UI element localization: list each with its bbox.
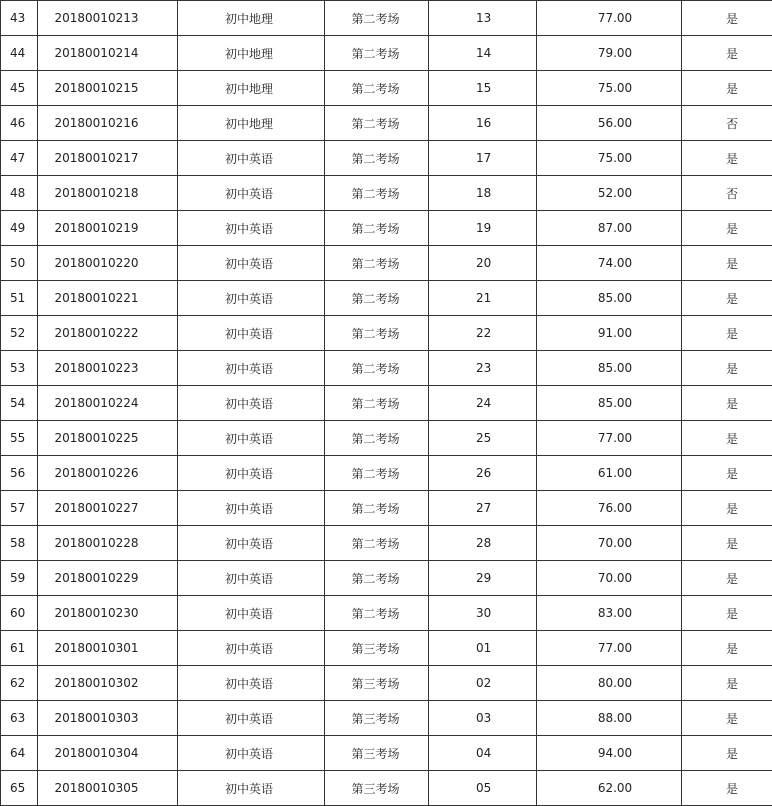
row-number-cell: 46 xyxy=(1,106,38,141)
exam-id-cell: 20180010216 xyxy=(38,106,178,141)
exam-room-cell: 第三考场 xyxy=(325,666,429,701)
exam-room-cell: 第三考场 xyxy=(325,701,429,736)
seat-number-cell: 21 xyxy=(429,281,537,316)
table-row xyxy=(1,281,772,316)
subject-cell: 初中英语 xyxy=(178,491,325,526)
seat-number-cell: 15 xyxy=(429,71,537,106)
subject-cell: 初中英语 xyxy=(178,561,325,596)
qualified-cell: 是 xyxy=(682,771,772,806)
row-number-cell: 63 xyxy=(1,701,38,736)
exam-id-cell: 20180010214 xyxy=(38,36,178,71)
score-cell: 91.00 xyxy=(537,316,682,351)
seat-number-cell: 20 xyxy=(429,246,537,281)
seat-number-cell: 24 xyxy=(429,386,537,421)
qualified-cell: 是 xyxy=(682,246,772,281)
seat-number-cell: 03 xyxy=(429,701,537,736)
exam-id-cell: 20180010301 xyxy=(38,631,178,666)
exam-id-cell: 20180010228 xyxy=(38,526,178,561)
exam-id-cell: 20180010223 xyxy=(38,351,178,386)
seat-number-cell: 30 xyxy=(429,596,537,631)
table-row xyxy=(1,456,772,491)
exam-id-cell: 20180010303 xyxy=(38,701,178,736)
score-cell: 85.00 xyxy=(537,281,682,316)
seat-number-cell: 29 xyxy=(429,561,537,596)
table-row xyxy=(1,386,772,421)
subject-cell: 初中地理 xyxy=(178,36,325,71)
exam-id-cell: 20180010230 xyxy=(38,596,178,631)
qualified-cell: 是 xyxy=(682,456,772,491)
seat-number-cell: 19 xyxy=(429,211,537,246)
seat-number-cell: 05 xyxy=(429,771,537,806)
exam-id-cell: 20180010220 xyxy=(38,246,178,281)
subject-cell: 初中英语 xyxy=(178,526,325,561)
exam-room-cell: 第二考场 xyxy=(325,36,429,71)
qualified-cell: 是 xyxy=(682,351,772,386)
score-cell: 79.00 xyxy=(537,36,682,71)
row-number-cell: 62 xyxy=(1,666,38,701)
exam-id-cell: 20180010225 xyxy=(38,421,178,456)
table-row xyxy=(1,701,772,736)
row-number-cell: 56 xyxy=(1,456,38,491)
table-row xyxy=(1,1,772,36)
score-cell: 80.00 xyxy=(537,666,682,701)
seat-number-cell: 26 xyxy=(429,456,537,491)
seat-number-cell: 27 xyxy=(429,491,537,526)
table-row xyxy=(1,176,772,211)
subject-cell: 初中英语 xyxy=(178,736,325,771)
score-cell: 52.00 xyxy=(537,176,682,211)
row-number-cell: 45 xyxy=(1,71,38,106)
qualified-cell: 是 xyxy=(682,36,772,71)
row-number-cell: 43 xyxy=(1,1,38,36)
score-cell: 85.00 xyxy=(537,386,682,421)
score-cell: 75.00 xyxy=(537,71,682,106)
exam-id-cell: 20180010215 xyxy=(38,71,178,106)
score-cell: 77.00 xyxy=(537,1,682,36)
seat-number-cell: 13 xyxy=(429,1,537,36)
exam-room-cell: 第二考场 xyxy=(325,176,429,211)
exam-id-cell: 20180010302 xyxy=(38,666,178,701)
table-body xyxy=(1,1,772,806)
subject-cell: 初中地理 xyxy=(178,1,325,36)
exam-room-cell: 第二考场 xyxy=(325,246,429,281)
row-number-cell: 55 xyxy=(1,421,38,456)
score-cell: 61.00 xyxy=(537,456,682,491)
seat-number-cell: 14 xyxy=(429,36,537,71)
subject-cell: 初中英语 xyxy=(178,596,325,631)
qualified-cell: 否 xyxy=(682,106,772,141)
table-row xyxy=(1,666,772,701)
score-cell: 77.00 xyxy=(537,631,682,666)
table-row xyxy=(1,211,772,246)
exam-id-cell: 20180010229 xyxy=(38,561,178,596)
table-row xyxy=(1,631,772,666)
seat-number-cell: 28 xyxy=(429,526,537,561)
seat-number-cell: 16 xyxy=(429,106,537,141)
score-cell: 88.00 xyxy=(537,701,682,736)
subject-cell: 初中英语 xyxy=(178,421,325,456)
table-row xyxy=(1,526,772,561)
subject-cell: 初中地理 xyxy=(178,71,325,106)
seat-number-cell: 01 xyxy=(429,631,537,666)
score-cell: 70.00 xyxy=(537,526,682,561)
subject-cell: 初中英语 xyxy=(178,351,325,386)
score-cell: 62.00 xyxy=(537,771,682,806)
qualified-cell: 是 xyxy=(682,211,772,246)
subject-cell: 初中英语 xyxy=(178,771,325,806)
qualified-cell: 是 xyxy=(682,281,772,316)
qualified-cell: 是 xyxy=(682,736,772,771)
qualified-cell: 是 xyxy=(682,316,772,351)
exam-id-cell: 20180010304 xyxy=(38,736,178,771)
exam-room-cell: 第二考场 xyxy=(325,561,429,596)
exam-room-cell: 第二考场 xyxy=(325,491,429,526)
score-cell: 75.00 xyxy=(537,141,682,176)
row-number-cell: 65 xyxy=(1,771,38,806)
row-number-cell: 44 xyxy=(1,36,38,71)
qualified-cell: 是 xyxy=(682,491,772,526)
score-cell: 76.00 xyxy=(537,491,682,526)
exam-id-cell: 20180010219 xyxy=(38,211,178,246)
table-row xyxy=(1,736,772,771)
row-number-cell: 59 xyxy=(1,561,38,596)
score-cell: 85.00 xyxy=(537,351,682,386)
qualified-cell: 是 xyxy=(682,421,772,456)
qualified-cell: 是 xyxy=(682,386,772,421)
seat-number-cell: 22 xyxy=(429,316,537,351)
score-cell: 74.00 xyxy=(537,246,682,281)
subject-cell: 初中英语 xyxy=(178,386,325,421)
seat-number-cell: 17 xyxy=(429,141,537,176)
table-row xyxy=(1,771,772,806)
qualified-cell: 是 xyxy=(682,666,772,701)
exam-room-cell: 第二考场 xyxy=(325,351,429,386)
exam-id-cell: 20180010226 xyxy=(38,456,178,491)
exam-room-cell: 第三考场 xyxy=(325,736,429,771)
exam-room-cell: 第三考场 xyxy=(325,631,429,666)
exam-room-cell: 第二考场 xyxy=(325,386,429,421)
exam-id-cell: 20180010305 xyxy=(38,771,178,806)
qualified-cell: 是 xyxy=(682,561,772,596)
seat-number-cell: 02 xyxy=(429,666,537,701)
exam-room-cell: 第二考场 xyxy=(325,211,429,246)
exam-id-cell: 20180010217 xyxy=(38,141,178,176)
subject-cell: 初中英语 xyxy=(178,211,325,246)
exam-room-cell: 第二考场 xyxy=(325,421,429,456)
qualified-cell: 是 xyxy=(682,596,772,631)
exam-room-cell: 第二考场 xyxy=(325,1,429,36)
qualified-cell: 是 xyxy=(682,1,772,36)
row-number-cell: 61 xyxy=(1,631,38,666)
exam-id-cell: 20180010227 xyxy=(38,491,178,526)
table-row xyxy=(1,421,772,456)
qualified-cell: 是 xyxy=(682,631,772,666)
row-number-cell: 53 xyxy=(1,351,38,386)
table-row xyxy=(1,106,772,141)
subject-cell: 初中英语 xyxy=(178,176,325,211)
exam-room-cell: 第二考场 xyxy=(325,141,429,176)
exam-id-cell: 20180010218 xyxy=(38,176,178,211)
table-row xyxy=(1,561,772,596)
row-number-cell: 49 xyxy=(1,211,38,246)
score-cell: 94.00 xyxy=(537,736,682,771)
table-row xyxy=(1,36,772,71)
subject-cell: 初中英语 xyxy=(178,701,325,736)
score-cell: 70.00 xyxy=(537,561,682,596)
table-row xyxy=(1,71,772,106)
qualified-cell: 否 xyxy=(682,176,772,211)
subject-cell: 初中英语 xyxy=(178,456,325,491)
exam-room-cell: 第二考场 xyxy=(325,526,429,561)
exam-room-cell: 第二考场 xyxy=(325,71,429,106)
table-row xyxy=(1,141,772,176)
subject-cell: 初中英语 xyxy=(178,316,325,351)
seat-number-cell: 25 xyxy=(429,421,537,456)
seat-number-cell: 23 xyxy=(429,351,537,386)
exam-id-cell: 20180010224 xyxy=(38,386,178,421)
row-number-cell: 60 xyxy=(1,596,38,631)
score-cell: 56.00 xyxy=(537,106,682,141)
table-row xyxy=(1,491,772,526)
exam-room-cell: 第三考场 xyxy=(325,771,429,806)
table-row xyxy=(1,246,772,281)
exam-room-cell: 第二考场 xyxy=(325,281,429,316)
table-row xyxy=(1,316,772,351)
table-row xyxy=(1,351,772,386)
exam-room-cell: 第二考场 xyxy=(325,316,429,351)
score-cell: 83.00 xyxy=(537,596,682,631)
subject-cell: 初中英语 xyxy=(178,281,325,316)
exam-id-cell: 20180010221 xyxy=(38,281,178,316)
score-cell: 77.00 xyxy=(537,421,682,456)
qualified-cell: 是 xyxy=(682,701,772,736)
row-number-cell: 48 xyxy=(1,176,38,211)
row-number-cell: 51 xyxy=(1,281,38,316)
subject-cell: 初中地理 xyxy=(178,106,325,141)
row-number-cell: 54 xyxy=(1,386,38,421)
qualified-cell: 是 xyxy=(682,141,772,176)
row-number-cell: 58 xyxy=(1,526,38,561)
exam-room-cell: 第二考场 xyxy=(325,596,429,631)
score-cell: 87.00 xyxy=(537,211,682,246)
row-number-cell: 47 xyxy=(1,141,38,176)
seat-number-cell: 18 xyxy=(429,176,537,211)
row-number-cell: 64 xyxy=(1,736,38,771)
row-number-cell: 52 xyxy=(1,316,38,351)
row-number-cell: 57 xyxy=(1,491,38,526)
exam-room-cell: 第二考场 xyxy=(325,456,429,491)
subject-cell: 初中英语 xyxy=(178,246,325,281)
subject-cell: 初中英语 xyxy=(178,141,325,176)
subject-cell: 初中英语 xyxy=(178,666,325,701)
subject-cell: 初中英语 xyxy=(178,631,325,666)
seat-number-cell: 04 xyxy=(429,736,537,771)
exam-id-cell: 20180010213 xyxy=(38,1,178,36)
exam-room-cell: 第二考场 xyxy=(325,106,429,141)
qualified-cell: 是 xyxy=(682,71,772,106)
table-row xyxy=(1,596,772,631)
qualified-cell: 是 xyxy=(682,526,772,561)
row-number-cell: 50 xyxy=(1,246,38,281)
exam-id-cell: 20180010222 xyxy=(38,316,178,351)
